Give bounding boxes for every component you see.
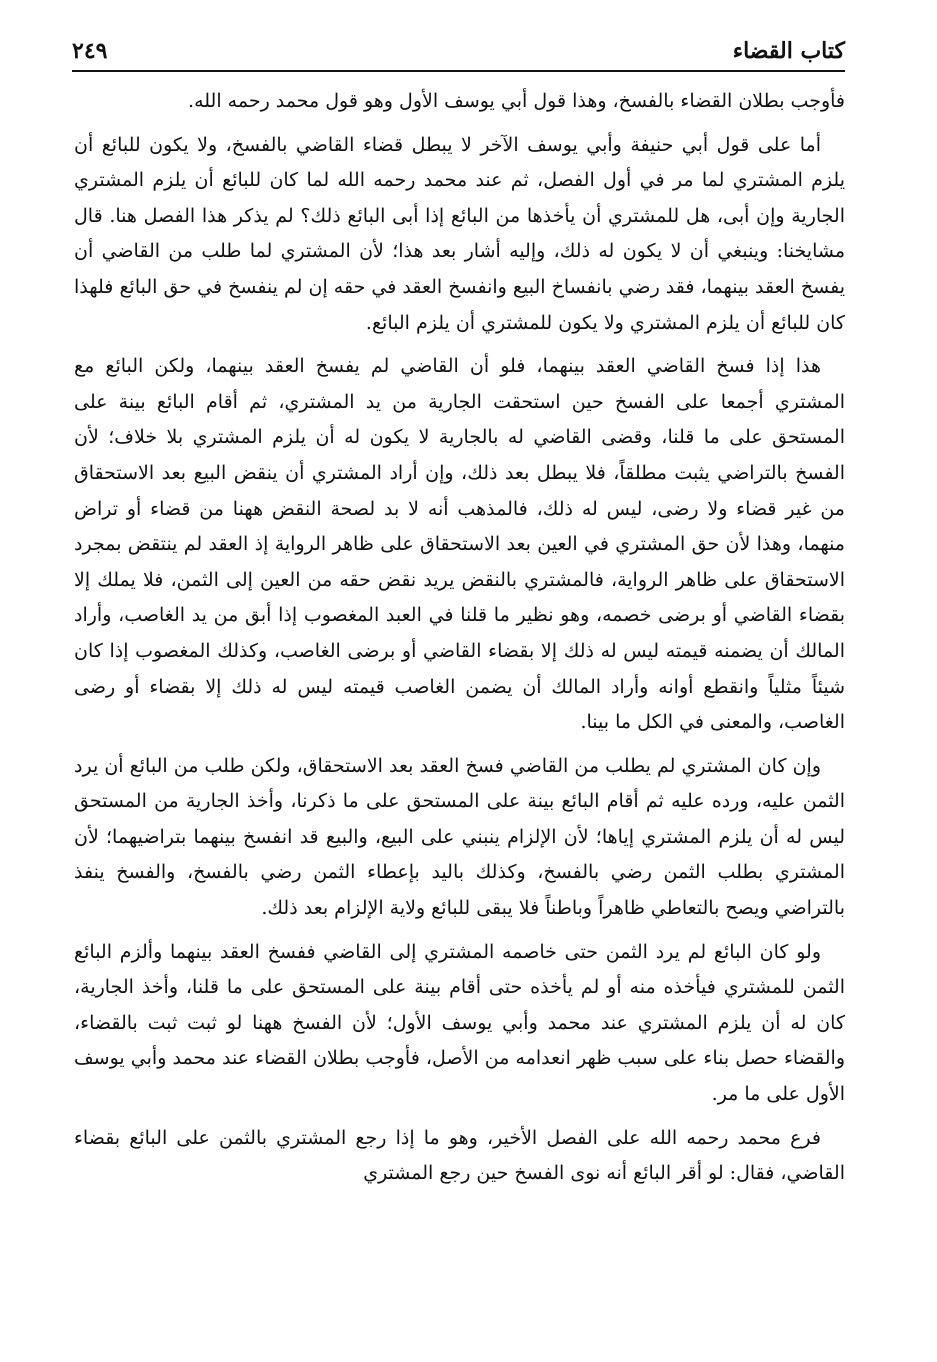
page-number: ٢٤٩ (72, 38, 108, 64)
body-text (74, 84, 845, 1200)
running-title: كتاب القضاء (732, 38, 845, 64)
paragraph-3: هذا إذا فسخ القاضي العقد بينهما، فلو أن القاضي لم يفسخ العقد بينهما، ولكن البائع مع المشتري أجمعا على الفسخ حين استحقت الجارية من يد المشتري، ثم أقام البائع بينة على المستحق على ما قلنا، وقضى القاضي له بالجارية لا يكون له أن يلزم المشتري بلا خلاف؛ لأن الفسخ بالتراضي يثبت مطلقاً، فلا يبطل بعد ذلك، وإن أراد المشتري أن ينقض البيع بعد الاستحقاق من غير قضاء ولا رضى، ليس له ذلك، فالمذهب أنه لا بد لصحة النقض ههنا من قضاء أو تراض منهما، وهذا لأن حق المشتري في العين بعد الاستحقاق على ظاهر الرواية إذ العقد لم ينتقض بمجرد الاستحقاق على ظاهر الرواية، فالمشتري بالنقض يريد نقض حقه من العين إلى الثمن، فلا يملك إلا بقضاء القاضي أو برضى خصمه، وهو نظير ما قلنا في العبد المغصوب إذا أبق من يد الغاصب، وأراد المالك أن يضمنه قيمته ليس له ذلك إلا بقضاء القاضي أو برضى الغاصب، وكذلك المغصوب إذا كان شيئاً مثلياً وانقطع أوانه وأراد المالك أن يضمن الغاصب قيمته ليس له ذلك إلا بقضاء أو رضى الغاصب، والمعنى في الكل ما بينا. (74, 355, 845, 734)
paragraph-2: أما على قول أبي حنيفة وأبي يوسف الآخر لا يبطل قضاء القاضي بالفسخ، ولا يكون للبائع أن يلزم المشتري لما مر في أول الفصل، ثم عند محمد رحمه الله لما كان للبائع أن يلزم المشتري الجارية وإن أبى، هل للمشتري أن يأخذها من البائع إذا أبى البائع ذلك؟ لم يذكر هذا الفصل هنا. قال مشايخنا: وينبغي أن لا يكون له ذلك، وإليه أشار بعد هذا؛ لأن المشتري لما طلب من القاضي أن يفسخ العقد بينهما، فقد رضي بانفساخ البيع وانفسخ العقد في حقه إن لم ينفسخ في حق البائع فلهذا كان للبائع أن يلزم المشتري ولا يكون للمشتري أن يلزم البائع. (74, 133, 845, 334)
paragraph-5: ولو كان البائع لم يرد الثمن حتى خاصمه المشتري إلى القاضي ففسخ العقد بينهما وألزم البائع الثمن للمشتري فيأخذه منه أو لم يأخذه حتى أقام بينة على المستحق على ما قلنا، وأخذ الجارية، كان له أن يلزم المشتري عند محمد وأبي يوسف الأول؛ لأن الفسخ ههنا لو ثبت ثبت بالقضاء، والقضاء حصل بناء على سبب ظهر انعدامه من الأصل، فأوجب بطلان القضاء عند محمد وأبي يوسف الأول على ما مر. (74, 940, 845, 1106)
paragraph-4: وإن كان المشتري لم يطلب من القاضي فسخ العقد بعد الاستحقاق، ولكن طلب من البائع أن يرد الثمن عليه، ورده عليه ثم أقام البائع بينة على المستحق على ما ذكرنا، وأخذ الجارية من المستحق ليس له أن يلزم المشتري إياها؛ لأن الإلزام ينبني على البيع، والبيع قد انفسخ بينهما بتراضيهما؛ لأن المشتري بطلب الثمن رضي بالفسخ، وكذلك باليد بإعطاء الثمن رضي بالفسخ، والفسخ ينفذ بالتراضي ويصح بالتعاطي ظاهراً وباطناً فلا يبقى للبائع ولاية الإلزام بعد ذلك. (74, 754, 845, 920)
page-header (72, 28, 845, 68)
paragraph-6: فرع محمد رحمه الله على الفصل الأخير، وهو ما إذا رجع المشتري بالثمن على البائع بقضاء القاضي، فقال: لو أقر البائع أنه نوى الفسخ حين رجع المشتري (74, 1126, 845, 1185)
paragraph-1: فأوجب بطلان القضاء بالفسخ، وهذا قول أبي يوسف الأول وهو قول محمد رحمه الله. (188, 90, 845, 112)
header-divider (72, 70, 845, 72)
